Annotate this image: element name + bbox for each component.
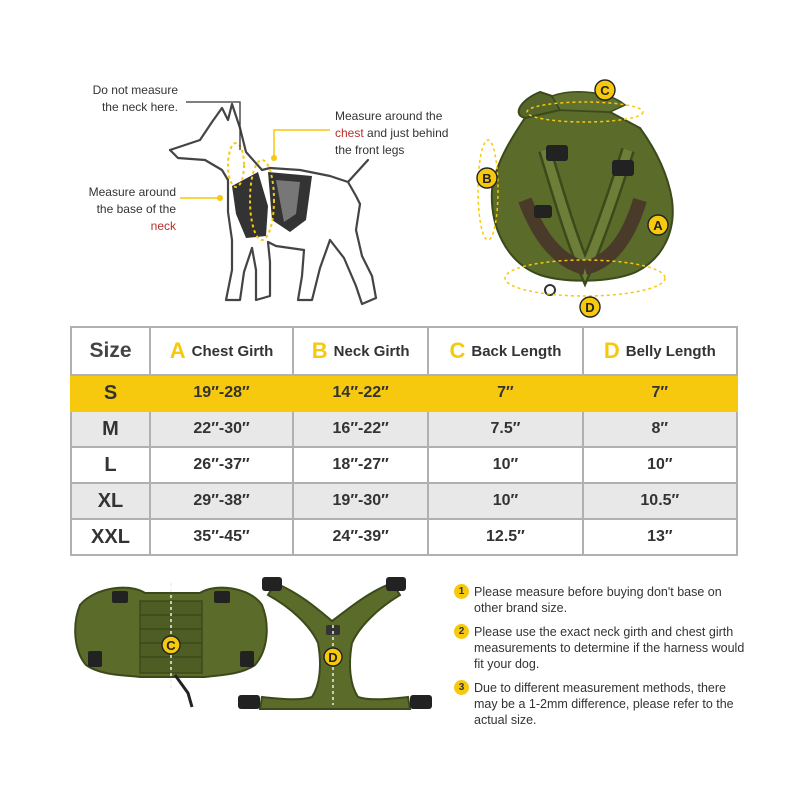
belly-cell: 10″ bbox=[583, 447, 737, 483]
header-belly-label: Belly Length bbox=[625, 343, 716, 360]
chest-pointer-dot bbox=[271, 155, 277, 161]
header-neck-label: Neck Girth bbox=[333, 343, 410, 360]
neck-cell: 18″-27″ bbox=[293, 447, 428, 483]
tip-number: 3 bbox=[454, 680, 469, 695]
tip-item bbox=[454, 680, 746, 728]
harness-under-view-icon bbox=[238, 577, 432, 709]
header-chest-label: Chest Girth bbox=[191, 343, 274, 360]
svg-text:B: B bbox=[482, 171, 492, 186]
neck-note-line1: Do not measure bbox=[92, 83, 178, 97]
badge-b bbox=[477, 168, 497, 188]
back-cell: 12.5″ bbox=[428, 519, 582, 555]
harness-front-icon bbox=[232, 172, 268, 238]
back-cell: 7.5″ bbox=[428, 411, 582, 447]
badge-c bbox=[595, 80, 615, 100]
belly-cell: 13″ bbox=[583, 519, 737, 555]
chest-cell: 26″-37″ bbox=[150, 447, 293, 483]
chest-cell: 19″-28″ bbox=[150, 375, 293, 411]
base-note bbox=[82, 184, 176, 235]
base-note-line1: Measure around bbox=[88, 185, 176, 199]
back-cell: 10″ bbox=[428, 483, 582, 519]
chest-note-line3: the front legs bbox=[335, 143, 405, 157]
tip-item bbox=[454, 624, 746, 672]
harness-bottom-views bbox=[0, 565, 440, 735]
tip-text: Please use the exact neck girth and chest girth measurements to determine if the harness would fit your dog. bbox=[474, 625, 745, 671]
table-header-row bbox=[71, 327, 737, 375]
header-neck-letter: B bbox=[311, 338, 328, 363]
badge-c-bottom bbox=[162, 636, 180, 654]
svg-text:C: C bbox=[600, 83, 610, 98]
table-row bbox=[71, 483, 737, 519]
header-back-label: Back Length bbox=[471, 343, 562, 360]
dog-diagram bbox=[0, 0, 800, 320]
tip-item bbox=[454, 584, 746, 616]
neck-cell: 14″-22″ bbox=[293, 375, 428, 411]
chest-pointer-line bbox=[274, 130, 330, 158]
chest-note-line1: Measure around the bbox=[335, 109, 443, 123]
chest-note-line2: and just behind bbox=[363, 126, 449, 140]
size-cell: XXL bbox=[71, 519, 150, 555]
size-cell: S bbox=[71, 375, 150, 411]
back-cell: 7″ bbox=[428, 375, 582, 411]
size-cell: L bbox=[71, 447, 150, 483]
tip-number: 1 bbox=[454, 584, 469, 599]
table-row bbox=[71, 375, 737, 411]
belly-cell: 10.5″ bbox=[583, 483, 737, 519]
header-back-letter: C bbox=[449, 338, 466, 363]
chest-note bbox=[335, 108, 448, 159]
tip-number: 2 bbox=[454, 624, 469, 639]
base-note-highlight: neck bbox=[150, 219, 176, 233]
table-row bbox=[71, 447, 737, 483]
neck-cell: 19″-30″ bbox=[293, 483, 428, 519]
badge-d-bottom bbox=[324, 648, 342, 666]
svg-text:A: A bbox=[653, 218, 663, 233]
belly-cell: 7″ bbox=[583, 375, 737, 411]
size-table bbox=[70, 326, 738, 556]
tip-text: Due to different measurement methods, there may be a 1-2mm difference, please refer to the actual size. bbox=[474, 681, 734, 727]
chest-cell: 35″-45″ bbox=[150, 519, 293, 555]
chest-cell: 22″-30″ bbox=[150, 411, 293, 447]
header-chest-letter: A bbox=[169, 338, 186, 363]
neck-cell: 24″-39″ bbox=[293, 519, 428, 555]
svg-text:D: D bbox=[328, 650, 338, 665]
neck-note-line2: the neck here. bbox=[101, 100, 178, 114]
header-belly-letter: D bbox=[603, 338, 620, 363]
chest-cell: 29″-38″ bbox=[150, 483, 293, 519]
table-row bbox=[71, 519, 737, 555]
svg-text:C: C bbox=[166, 638, 176, 653]
back-cell: 10″ bbox=[428, 447, 582, 483]
neck-note bbox=[86, 82, 178, 116]
header-belly bbox=[583, 327, 737, 375]
header-neck bbox=[293, 327, 428, 375]
tip-text: Please measure before buying don't base on other brand size. bbox=[474, 585, 722, 615]
chest-note-highlight: chest bbox=[335, 126, 364, 140]
table-row bbox=[71, 411, 737, 447]
header-back bbox=[428, 327, 582, 375]
size-cell: XL bbox=[71, 483, 150, 519]
neck-measure-line bbox=[228, 143, 244, 187]
header-chest bbox=[150, 327, 293, 375]
badge-d bbox=[580, 297, 600, 317]
size-cell: M bbox=[71, 411, 150, 447]
base-note-line2: the base of the bbox=[96, 202, 176, 216]
svg-text:D: D bbox=[585, 300, 595, 315]
belly-cell: 8″ bbox=[583, 411, 737, 447]
neck-cell: 16″-22″ bbox=[293, 411, 428, 447]
base-pointer-dot bbox=[217, 195, 223, 201]
header-size: Size bbox=[71, 327, 150, 375]
harness-front-view-icon bbox=[492, 92, 673, 295]
badge-a bbox=[648, 215, 668, 235]
